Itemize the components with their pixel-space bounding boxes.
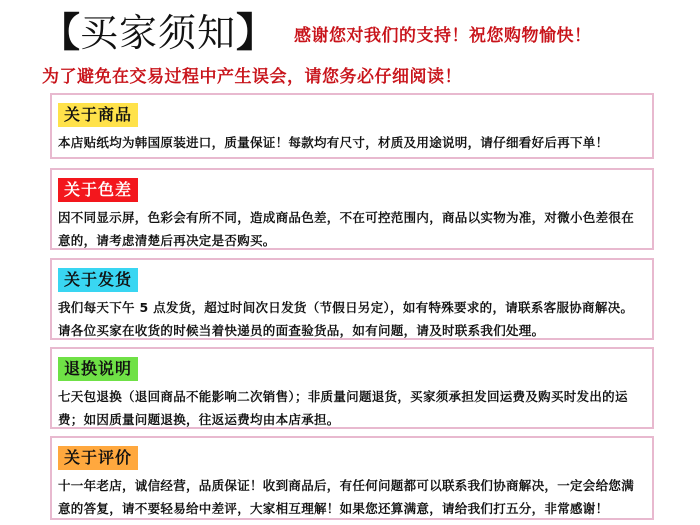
- body-line: 意的答复，请不要轻易给中差评，大家相互理解！如果您还算满意，请给我们打五分，非常感谢！: [58, 501, 609, 516]
- section-label-returns: 退换说明: [58, 357, 138, 381]
- body-line: 费；如因质量问题退换，往返运费均由本店承担。: [58, 412, 340, 427]
- section-about-shipping: [50, 258, 654, 340]
- section-body-about-color: [58, 206, 646, 252]
- title-bracket-right: 】: [236, 9, 277, 56]
- body-line: 本店贴纸均为韩国原装进口，质量保证！每款均有尺寸，材质及用途说明，请仔细看好后再下单！: [58, 135, 609, 150]
- section-label-about-color: 关于色差: [58, 178, 138, 202]
- body-line: 十一年老店，诚信经营，品质保证！收到商品后，有任何问题都可以联系我们协商解决，一定会给您满: [58, 478, 635, 493]
- section-label-about-product: 关于商品: [58, 103, 138, 127]
- notice-header: [40, 8, 690, 93]
- title-row: [40, 8, 690, 58]
- section-body-about-product: [58, 131, 646, 154]
- page-title: 买家须知: [80, 11, 237, 55]
- body-line: 因不同显示屏，色彩会有所不同，造成商品色差，不在可控范围内，商品以实物为准，对微小色差很在: [58, 210, 635, 225]
- section-about-reviews: [50, 436, 654, 520]
- section-body-about-shipping: [58, 296, 646, 342]
- thanks-message: 感谢您对我们的支持！祝您购物愉快！: [294, 25, 592, 46]
- section-about-color: [50, 168, 654, 250]
- section-label-about-shipping: 关于发货: [58, 268, 138, 292]
- subtitle-warning: 为了避免在交易过程中产生误会，请您务必仔细阅读！: [42, 67, 462, 87]
- body-line: 七天包退换（退回商品不能影响二次销售）；非质量问题退货，买家须承担发回运费及购买时发出的运: [58, 389, 628, 404]
- section-returns: [50, 347, 654, 429]
- section-label-about-reviews: 关于评价: [58, 446, 138, 470]
- body-line: 请各位买家在收货的时候当着快递员的面查验货品，如有问题，请及时联系我们处理。: [58, 323, 545, 338]
- section-body-about-reviews: [58, 474, 646, 520]
- body-line: 意的，请考虑清楚后再决定是否购买。: [58, 233, 276, 248]
- title-bracket-left: 【: [40, 9, 80, 56]
- section-about-product: [50, 93, 654, 159]
- section-body-returns: [58, 385, 646, 431]
- body-line: 我们每天下午 5 点发货，超过时间次日发货（节假日另定），如有特殊要求的，请联系客服协商解决。: [58, 300, 634, 315]
